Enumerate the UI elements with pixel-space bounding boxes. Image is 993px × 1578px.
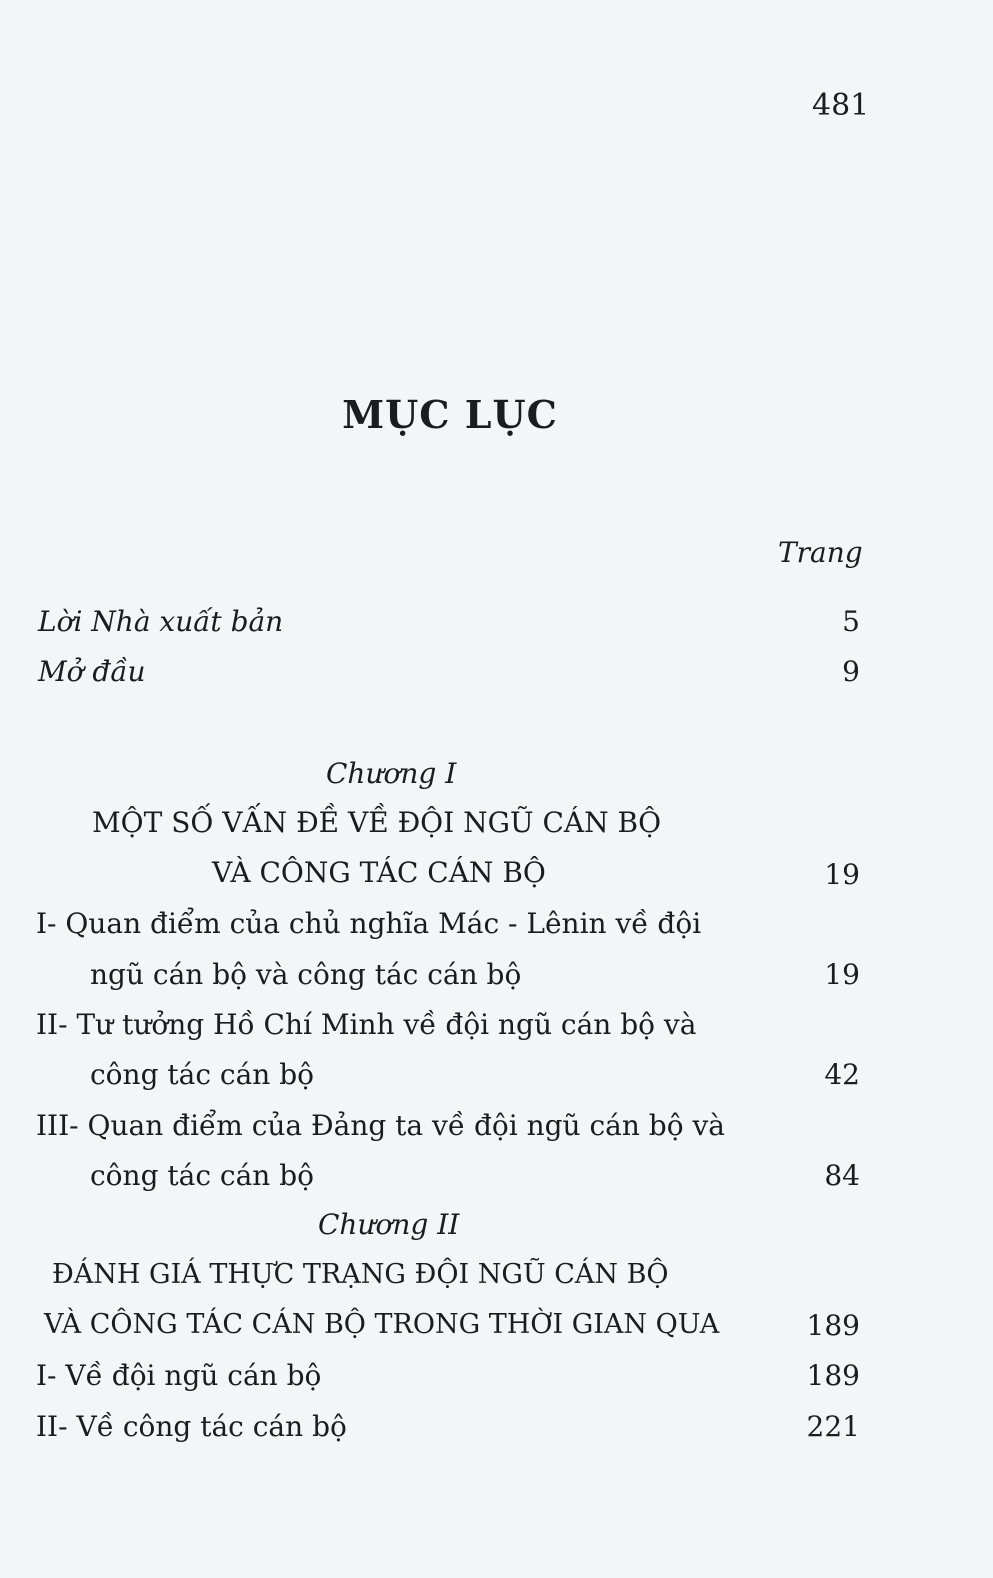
ch2-sec2-page: 221 — [806, 1410, 860, 1443]
chapter1-title-line2: VÀ CÔNG TÁC CÁN BỘ — [212, 856, 546, 889]
ch2-sec2: II- Về công tác cán bộ — [36, 1410, 347, 1443]
ch1-sec1-line2: ngũ cán bộ và công tác cán bộ — [90, 958, 522, 991]
page-title: MỤC LỤC — [342, 392, 558, 437]
ch1-sec3-page: 84 — [824, 1159, 860, 1192]
chapter1-page: 19 — [824, 858, 860, 891]
chapter1-title-line1: MỘT SỐ VẤN ĐỀ VỀ ĐỘI NGŨ CÁN BỘ — [92, 806, 662, 839]
column-header: Trang — [778, 536, 863, 569]
ch2-sec1: I- Về đội ngũ cán bộ — [36, 1359, 322, 1392]
ch1-sec2-line1: II- Tư tưởng Hồ Chí Minh về đội ngũ cán bộ và — [36, 1008, 697, 1041]
ch1-sec1-page: 19 — [824, 958, 860, 991]
chapter2-title-line2: VÀ CÔNG TÁC CÁN BỘ TRONG THỜI GIAN QUA — [44, 1309, 720, 1340]
chapter2-page: 189 — [806, 1309, 860, 1342]
toc-page-front-2: 9 — [842, 655, 860, 688]
ch2-sec1-page: 189 — [806, 1359, 860, 1392]
ch1-sec2-page: 42 — [824, 1058, 860, 1091]
chapter2-label: Chương II — [318, 1208, 460, 1241]
ch1-sec1-line1: I- Quan điểm của chủ nghĩa Mác - Lênin về đội — [36, 907, 702, 940]
ch1-sec3-line1: III- Quan điểm của Đảng ta về đội ngũ cán bộ và — [36, 1109, 725, 1142]
toc-entry-front-2: Mở đầu — [38, 655, 146, 688]
chapter2-title-line1: ĐÁNH GIÁ THỰC TRẠNG ĐỘI NGŨ CÁN BỘ — [52, 1259, 669, 1290]
ch1-sec2-line2: công tác cán bộ — [90, 1058, 315, 1091]
page-number: 481 — [812, 88, 870, 123]
toc-page-front-1: 5 — [842, 605, 860, 638]
ch1-sec3-line2: công tác cán bộ — [90, 1159, 315, 1192]
toc-entry-front-1: Lời Nhà xuất bản — [38, 605, 284, 638]
chapter1-label: Chương I — [326, 757, 457, 790]
